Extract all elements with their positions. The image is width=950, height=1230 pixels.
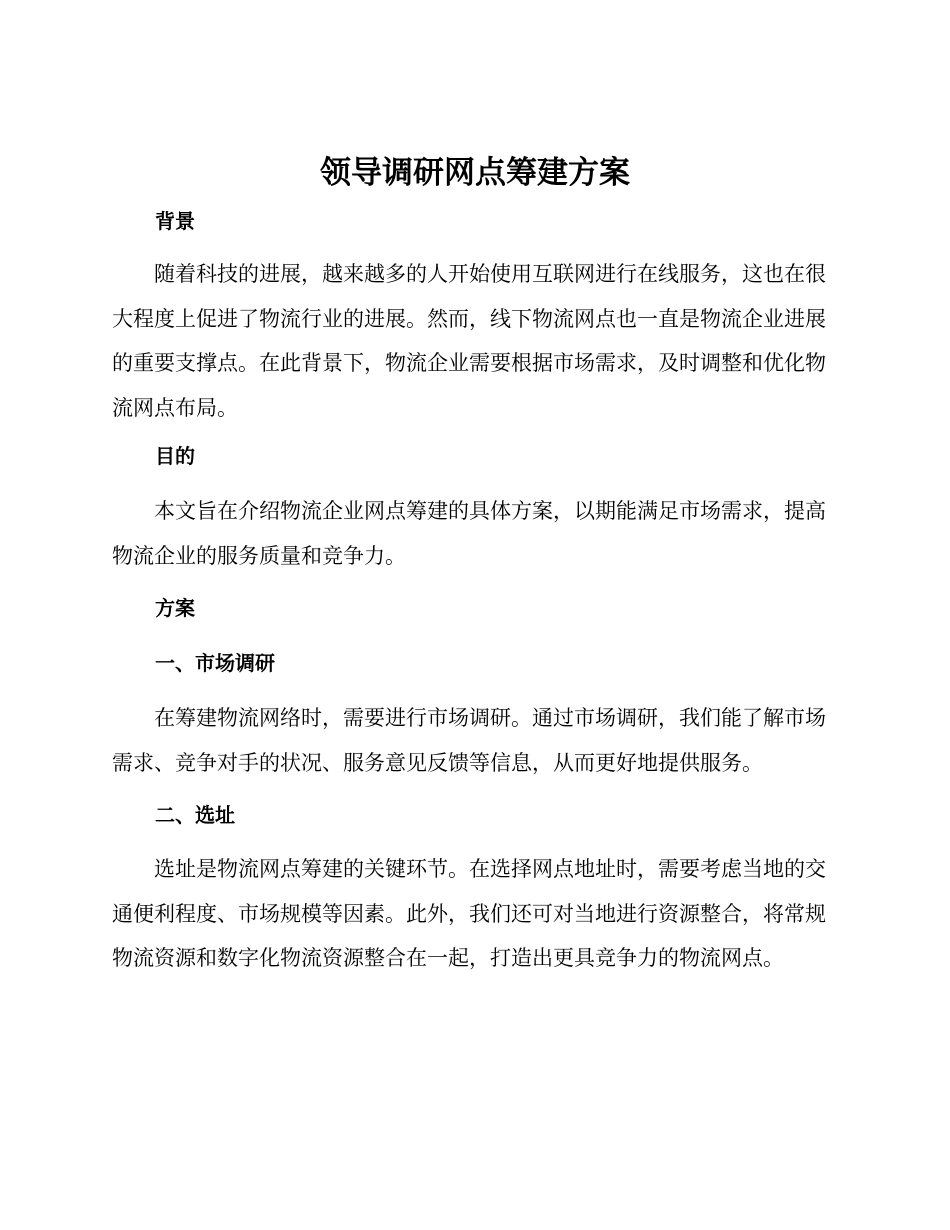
- section-heading-plan: 方案: [155, 596, 195, 620]
- section-paragraph-site-selection: 选址是物流网点筹建的关键环节。在选择网点地址时，需要考虑当地的交通便利程度、市场规模等因素。此外，我们还可对当地进行资源整合，将常规物流资源和数字化物流资源整合在一起，打造出更具竞争力的物流网点。: [112, 857, 826, 970]
- section-paragraph-purpose: 本文旨在介绍物流企业网点筹建的具体方案，以期能满足市场需求，提高物流企业的服务质量和竞争力。: [112, 499, 826, 568]
- section-heading-market-research: 一、市场调研: [155, 651, 275, 675]
- section-paragraph-background: 随着科技的进展，越来越多的人开始使用互联网进行在线服务，这也在很大程度上促进了物流行业的进展。然而，线下物流网点也一直是物流企业进展的重要支撑点。在此背景下，物流企业需要根据市场需求，及时调整和优化物流网点布局。: [112, 262, 826, 420]
- section-heading-background: 背景: [155, 209, 195, 233]
- document-title: 领导调研网点筹建方案: [320, 155, 630, 191]
- section-paragraph-market-research: 在筹建物流网络时，需要进行市场调研。通过市场调研，我们能了解市场需求、竞争对手的状况、服务意见反馈等信息，从而更好地提供服务。: [112, 706, 826, 775]
- section-heading-purpose: 目的: [155, 444, 195, 468]
- section-heading-site-selection: 二、选址: [155, 803, 235, 827]
